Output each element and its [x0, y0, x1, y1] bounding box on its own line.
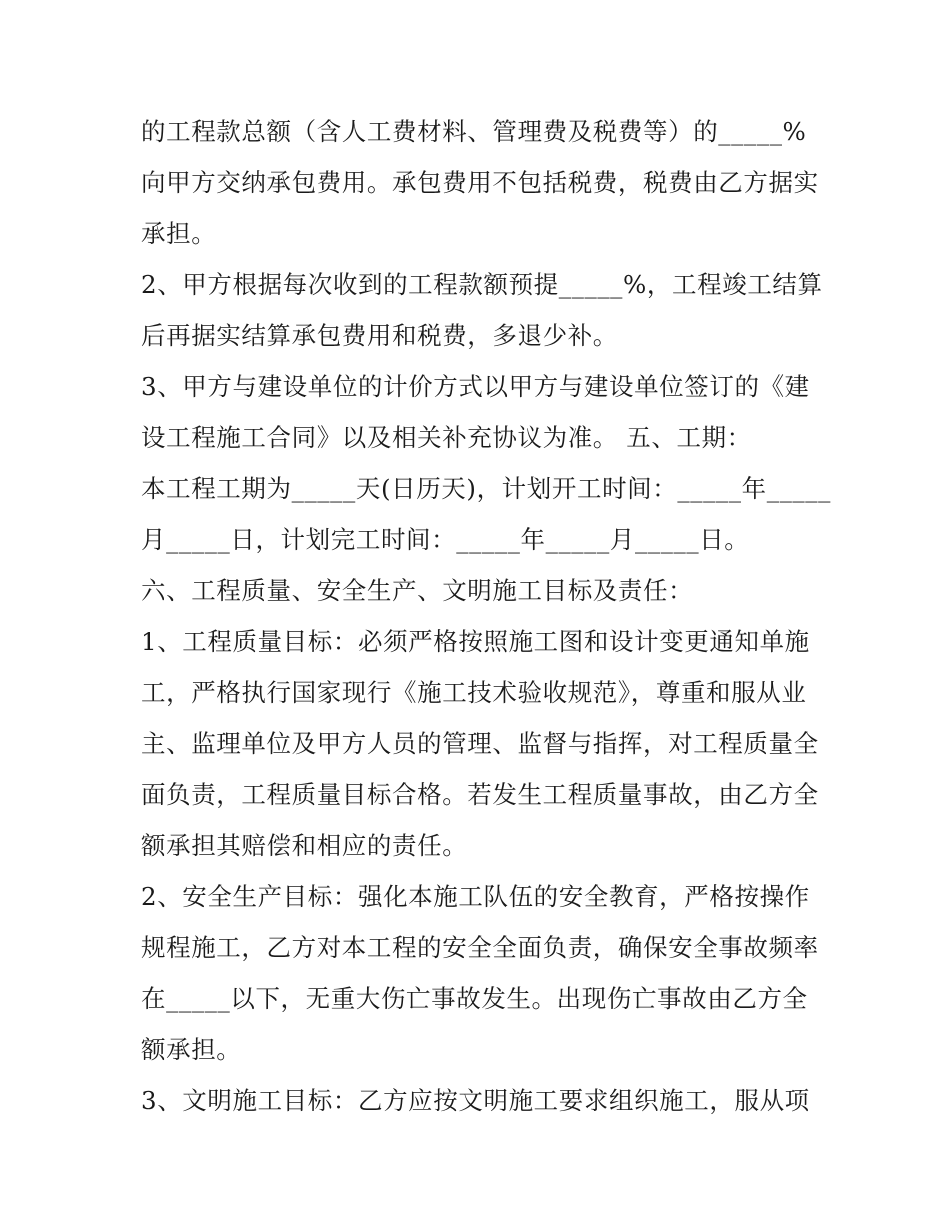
document-body [141, 106, 831, 1126]
text-line: 月_____日，计划完工时间：_____年_____月_____日。 [141, 525, 750, 554]
text-line: 主、监理单位及甲方人员的管理、监督与指挥，对工程质量全 [141, 729, 819, 758]
text-line: 1、工程质量目标：必须严格按照施工图和设计变更通知单施 [141, 627, 810, 656]
section-heading: 六、工程质量、安全生产、文明施工目标及责任： [141, 576, 694, 605]
text-line: 规程施工，乙方对本工程的安全全面负责，确保安全事故频率 [141, 933, 819, 962]
text-line: 3、文明施工目标：乙方应按文明施工要求组织施工，服从项 [141, 1086, 810, 1115]
text-line: 额承担其赔偿和相应的责任。 [141, 831, 468, 860]
text-line: 3、甲方与建设单位的计价方式以甲方与建设单位签订的《建 [141, 372, 810, 401]
text-line: 面负责，工程质量目标合格。若发生工程质量事故，由乙方全 [141, 780, 819, 809]
text-line: 2、甲方根据每次收到的工程款额预提_____%，工程竣工结算 [141, 270, 823, 299]
text-line: 本工程工期为_____天(日历天)，计划开工时间：_____年_____ [141, 474, 831, 503]
text-line: 2、安全生产目标：强化本施工队伍的安全教育，严格按操作 [141, 882, 810, 911]
text-line: 向甲方交纳承包费用。承包费用不包括税费，税费由乙方据实 [141, 168, 819, 197]
text-line: 工，严格执行国家现行《施工技术验收规范》，尊重和服从业 [141, 678, 807, 707]
text-line: 在_____以下，无重大伤亡事故发生。出现伤亡事故由乙方全 [141, 984, 808, 1013]
text-line: 后再据实结算承包费用和税费，多退少补。 [141, 321, 618, 350]
text-line: 设工程施工合同》以及相关补充协议为准。 五、工期： [141, 423, 752, 452]
text-line: 承担。 [141, 219, 217, 248]
text-line: 额承担。 [141, 1035, 242, 1064]
text-line: 的工程款总额（含人工费材料、管理费及税费等）的_____% [141, 117, 807, 146]
